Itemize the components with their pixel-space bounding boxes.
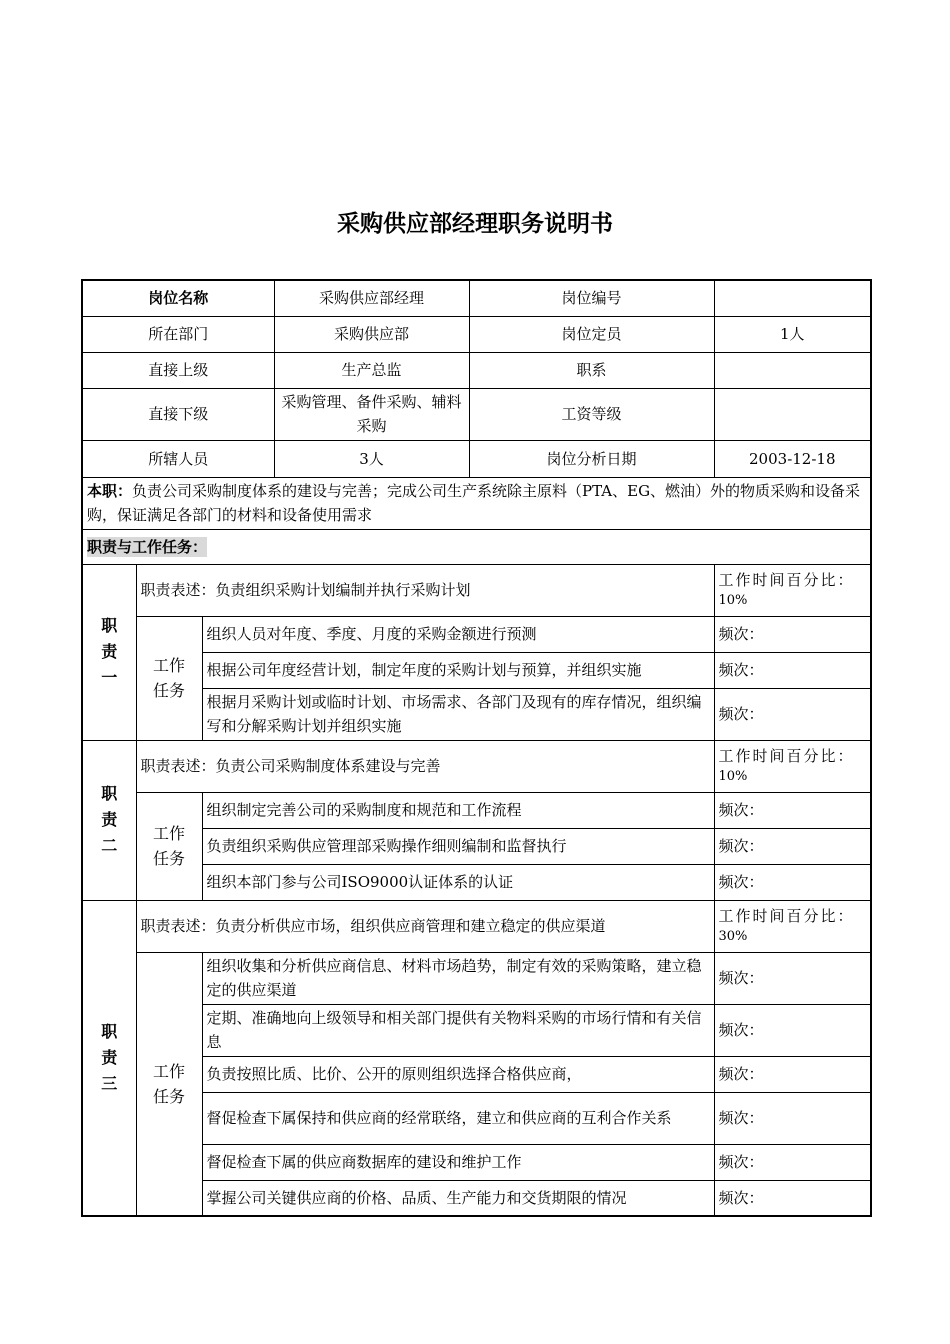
freq-cell: 频次： — [714, 652, 871, 688]
info-row — [82, 440, 871, 477]
duty-2-statement: 职责表述：负责公司采购制度体系建设与完善 — [136, 740, 714, 792]
value-direct-superior: 生产总监 — [274, 352, 469, 388]
freq-cell: 频次： — [714, 864, 871, 900]
value-salary-grade — [714, 388, 871, 440]
duty-2-task-3: 组织本部门参与公司ISO9000认证体系的认证 — [202, 864, 714, 900]
freq-cell: 频次： — [714, 688, 871, 740]
label-department: 所在部门 — [82, 316, 274, 352]
duty-2-task-1: 组织制定完善公司的采购制度和规范和工作流程 — [202, 792, 714, 828]
page-title: 采购供应部经理职务说明书 — [337, 211, 613, 237]
info-row — [82, 388, 871, 440]
info-row — [82, 280, 871, 316]
duty-3-statement: 职责表述：负责分析供应市场，组织供应商管理和建立稳定的供应渠道 — [136, 900, 714, 952]
duty-3-task-2: 定期、准确地向上级领导和相关部门提供有关物料采购的市场行情和有关信息 — [202, 1004, 714, 1056]
duty-3-task-4: 督促检查下属保持和供应商的经常联络，建立和供应商的互利合作关系 — [202, 1092, 714, 1144]
duty-statement-row — [82, 900, 871, 952]
duty-3-percent: 工作时间百分比： 30% — [714, 900, 871, 952]
freq-cell: 频次： — [714, 1144, 871, 1180]
freq-cell: 频次： — [714, 792, 871, 828]
duty-2-percent: 工作时间百分比： 10% — [714, 740, 871, 792]
main-duty-text: 负责公司采购制度体系的建设与完善；完成公司生产系统除主原料（PTA、EG、燃油）外的物质采购和设备采购，保证满足各部门的材料和设备使用需求 — [87, 482, 861, 524]
task-row — [82, 616, 871, 652]
freq-cell: 频次： — [714, 1056, 871, 1092]
duty-statement-row — [82, 564, 871, 616]
duty-statement-row — [82, 740, 871, 792]
label-staff-managed: 所辖人员 — [82, 440, 274, 477]
duty-1-task-2: 根据公司年度经营计划，制定年度的采购计划与预算，并组织实施 — [202, 652, 714, 688]
duty-1-statement: 职责表述：负责组织采购计划编制并执行采购计划 — [136, 564, 714, 616]
duty-2-task-2: 负责组织采购供应管理部采购操作细则编制和监督执行 — [202, 828, 714, 864]
value-department: 采购供应部 — [274, 316, 469, 352]
label-headcount: 岗位定员 — [469, 316, 714, 352]
freq-cell: 频次： — [714, 1180, 871, 1216]
info-row — [82, 352, 871, 388]
duty-2-work-label: 工作 任务 — [136, 792, 202, 900]
duty-2-label: 职 责 二 — [82, 740, 136, 900]
duty-1-task-3: 根据月采购计划或临时计划、市场需求、各部门及现有的库存情况，组织编写和分解采购计划并组织实施 — [202, 688, 714, 740]
value-job-family — [714, 352, 871, 388]
label-analysis-date: 岗位分析日期 — [469, 440, 714, 477]
duties-header: 职责与工作任务： — [82, 529, 871, 564]
freq-cell: 频次： — [714, 616, 871, 652]
main-duty-cell — [82, 477, 871, 529]
duty-1-task-1: 组织人员对年度、季度、月度的采购金额进行预测 — [202, 616, 714, 652]
freq-cell: 频次： — [714, 1004, 871, 1056]
value-headcount: 1人 — [714, 316, 871, 352]
task-row — [82, 952, 871, 1004]
freq-cell: 频次： — [714, 1092, 871, 1144]
duty-3-work-label: 工作 任务 — [136, 952, 202, 1216]
value-position-name: 采购供应部经理 — [274, 280, 469, 316]
duty-1-percent: 工作时间百分比： 10% — [714, 564, 871, 616]
freq-cell: 频次： — [714, 952, 871, 1004]
value-position-code — [714, 280, 871, 316]
duty-3-task-3: 负责按照比质、比价、公开的原则组织选择合格供应商， — [202, 1056, 714, 1092]
label-position-name: 岗位名称 — [82, 280, 274, 316]
label-position-code: 岗位编号 — [469, 280, 714, 316]
duties-header-row — [82, 529, 871, 564]
value-direct-subordinates: 采购管理、备件采购、辅料采购 — [274, 388, 469, 440]
freq-cell: 频次： — [714, 828, 871, 864]
task-row — [82, 792, 871, 828]
info-row — [82, 316, 871, 352]
value-analysis-date: 2003-12-18 — [714, 440, 871, 477]
job-description-table — [81, 279, 872, 1217]
main-duty-label: 本职： — [87, 482, 133, 500]
main-duty-row — [82, 477, 871, 529]
value-staff-managed: 3人 — [274, 440, 469, 477]
label-salary-grade: 工资等级 — [469, 388, 714, 440]
duty-1-work-label: 工作 任务 — [136, 616, 202, 740]
duty-3-task-6: 掌握公司关键供应商的价格、品质、生产能力和交货期限的情况 — [202, 1180, 714, 1216]
duty-1-label: 职 责 一 — [82, 564, 136, 740]
label-job-family: 职系 — [469, 352, 714, 388]
duty-3-task-1: 组织收集和分析供应商信息、材料市场趋势，制定有效的采购策略，建立稳定的供应渠道 — [202, 952, 714, 1004]
duty-3-label: 职 责 三 — [82, 900, 136, 1216]
label-direct-subordinates: 直接下级 — [82, 388, 274, 440]
label-direct-superior: 直接上级 — [82, 352, 274, 388]
duty-3-task-5: 督促检查下属的供应商数据库的建设和维护工作 — [202, 1144, 714, 1180]
